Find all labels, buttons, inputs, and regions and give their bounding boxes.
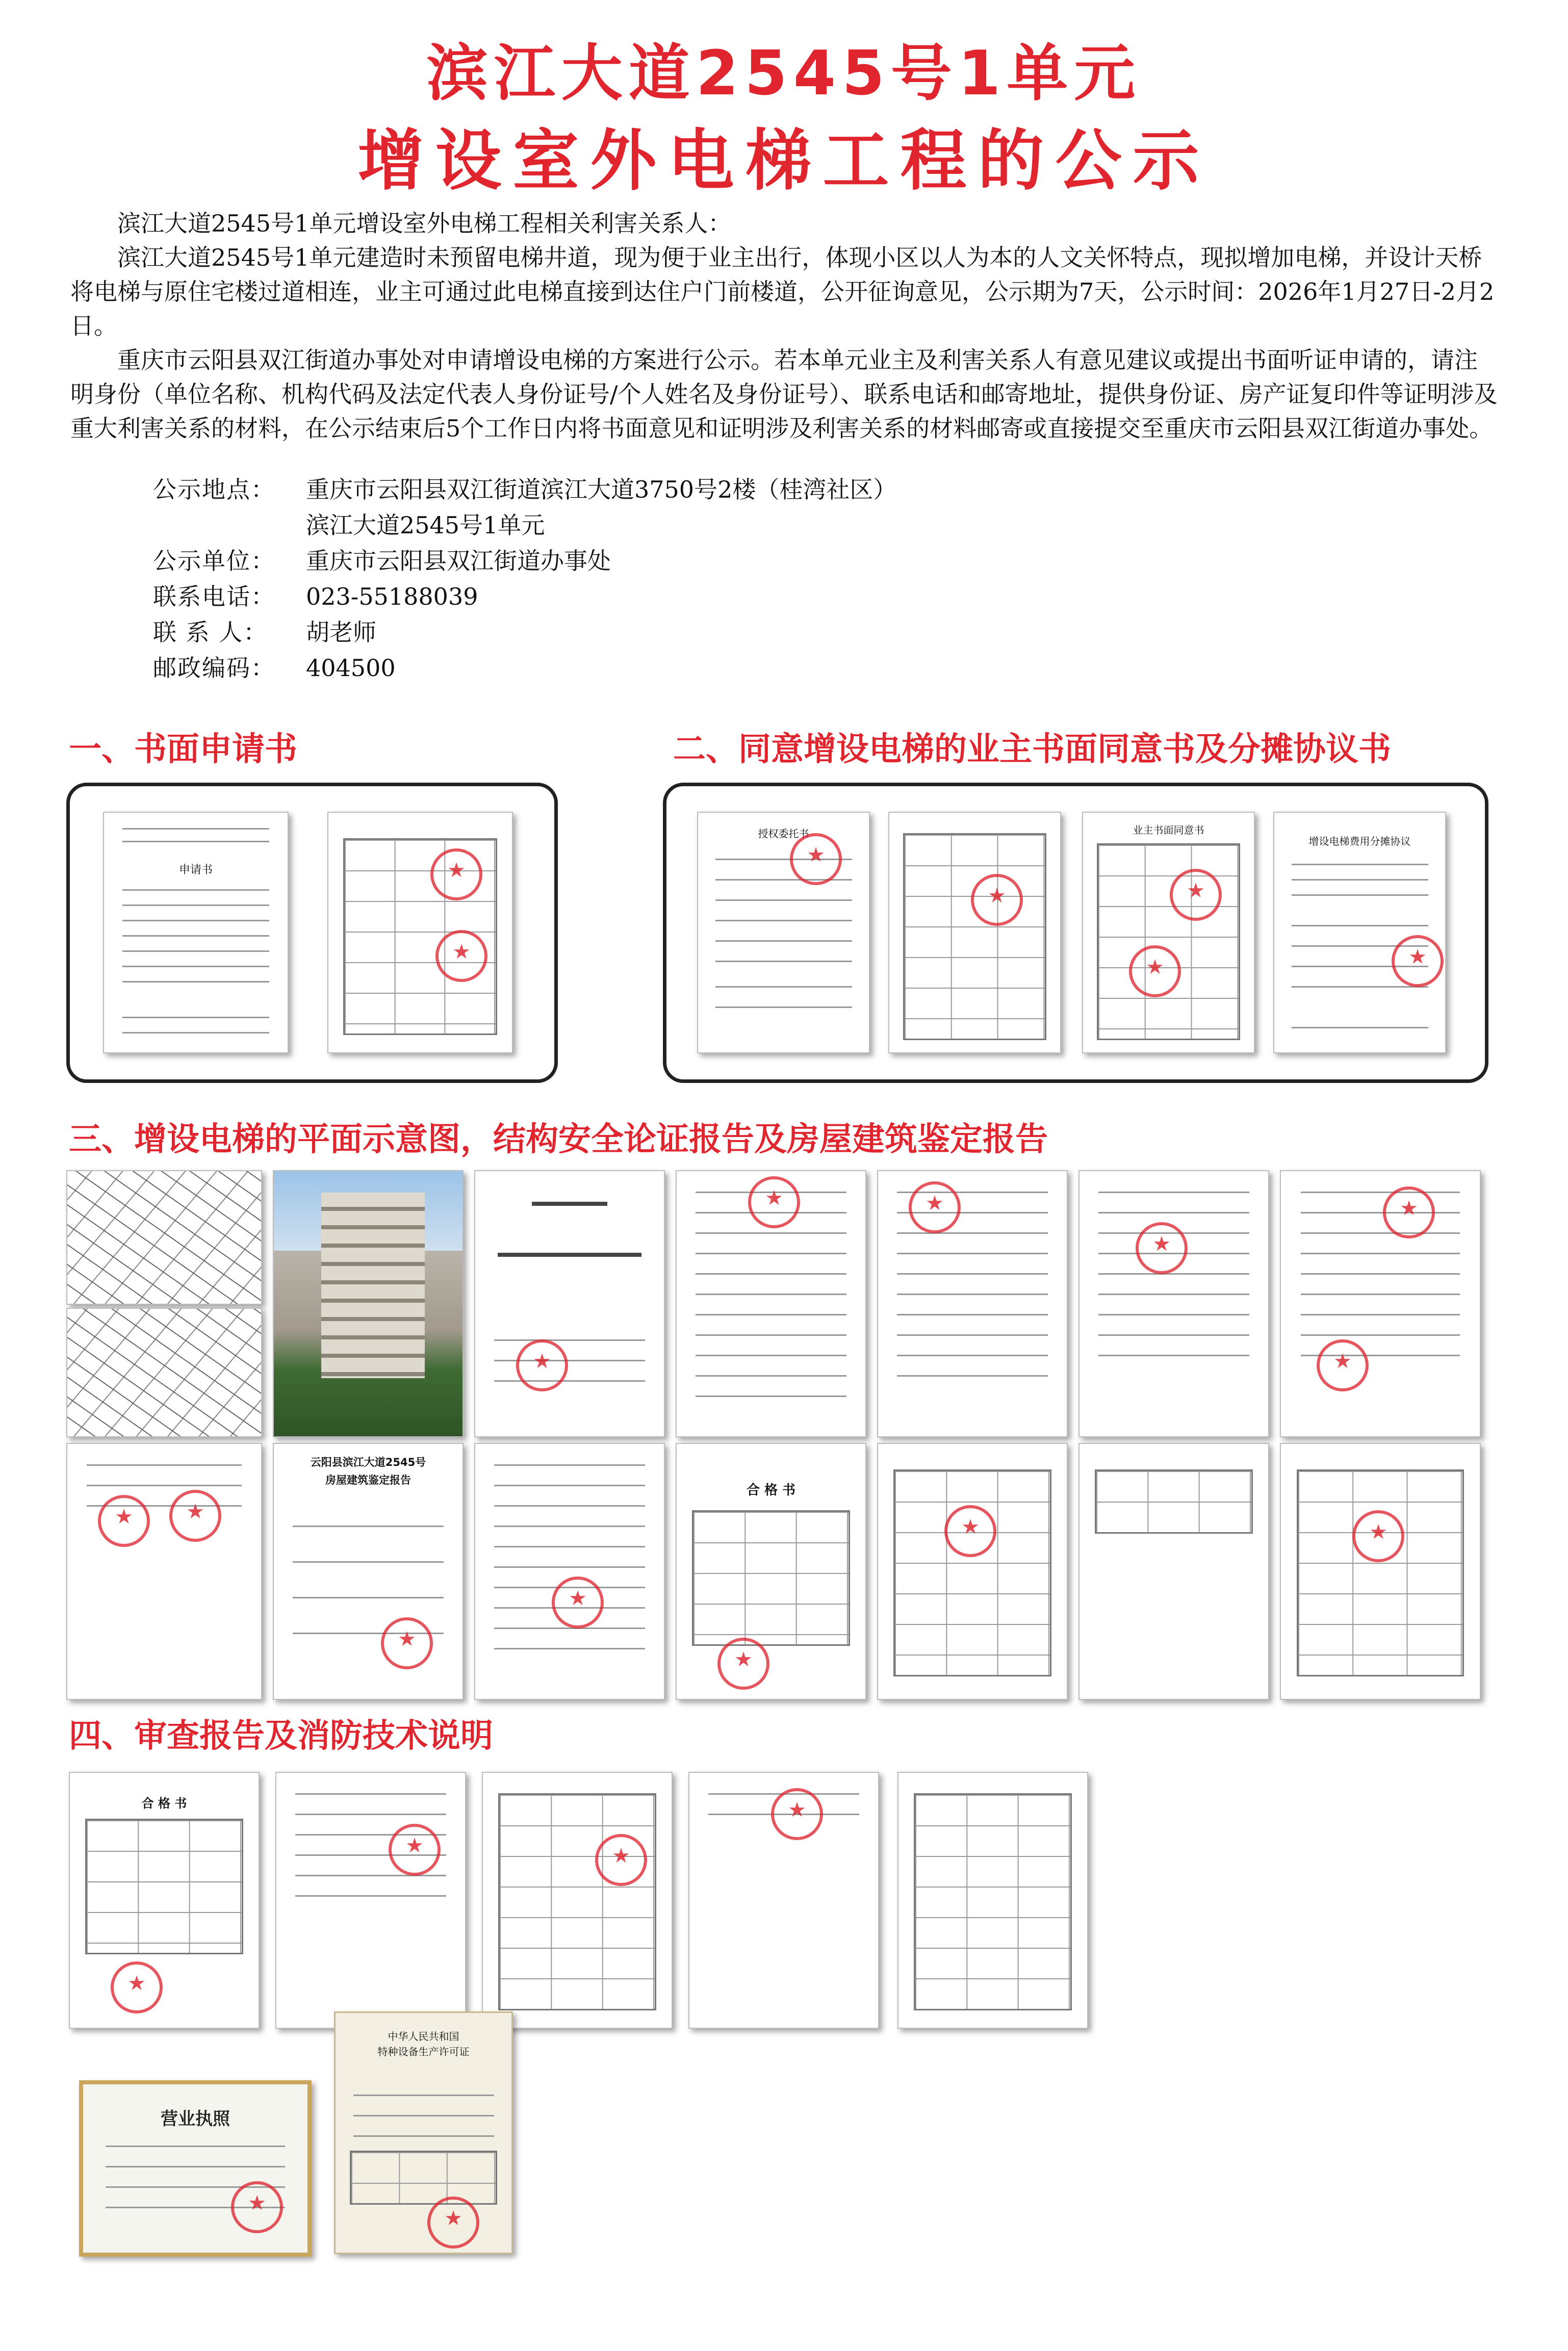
notice-paragraph-2: 重庆市云阳县双江街道办事处对申请增设电梯的方案进行公示。若本单元业主及利害关系人有意见建议或提出书面听证申请的，请注明身份（单位名称、机构代码及法定代表人身份证号/个人姓名及身份证号）、联系电话和邮寄地址，提供身份证、房产证复印件等证明涉及重大利害关系的材料，在公示结束后5个工作日内将书面意见和证明涉及利害关系的材料邮寄或直接提交至重庆市云阳县双江街道办事处。: [70, 346, 1498, 442]
notice-greeting: 滨江大道2545号1单元增设室外电梯工程相关利害关系人：: [117, 210, 732, 237]
contact-unit-row: [153, 543, 896, 579]
red-seal-icon: [111, 1961, 163, 2013]
review-form-1: [877, 1443, 1068, 1700]
notice-paragraph-1: 滨江大道2545号1单元建造时未预留电梯井道，现为便于业主出行，体现小区以人为本的人文关怀特点，现拟增加电梯，并设计天桥将电梯与原住宅楼过道相连，业主可通过此电梯直接到达住户门前楼道，公开征询意见，公示期为7天，公示时间：2026年1月27日-2月2日。: [70, 244, 1495, 340]
cost-sharing-doc-title: 增设电梯费用分摊协议: [1308, 835, 1411, 847]
structural-report-page-2: [877, 1170, 1068, 1437]
page-title-line1: 滨江大道2545号1单元: [426, 38, 1142, 109]
special-equipment-permit: [334, 2011, 513, 2254]
certificate-title: 合 格 书: [746, 1483, 796, 1498]
red-seal-icon: [717, 1638, 769, 1690]
section-1-heading: 一、书面申请书: [69, 731, 297, 768]
red-seal-icon: [1317, 1339, 1369, 1391]
contact-location-row-2: [153, 507, 896, 543]
location-value-2: 滨江大道2545号1单元: [306, 511, 545, 539]
review-opinion-3: [688, 1772, 879, 2029]
red-seal-icon: [771, 1788, 823, 1840]
permit-title: 特种设备生产许可证: [377, 2046, 470, 2058]
red-seal-icon: [1392, 935, 1444, 987]
business-license-title: 营业执照: [161, 2109, 230, 2129]
person-label: 联 系 人：: [153, 618, 268, 646]
building-photo: [273, 1170, 464, 1437]
qualification-certificate: [676, 1443, 866, 1700]
location-label: 公示地点：: [153, 476, 275, 503]
red-seal-icon: [1136, 1222, 1188, 1274]
applicant-list-document: [327, 812, 513, 1053]
review-form-3: [1280, 1443, 1481, 1700]
review-certificate: [69, 1772, 260, 2029]
red-seal-icon: [552, 1577, 604, 1629]
application-document: [103, 812, 289, 1053]
postcode-value: 404500: [306, 654, 396, 682]
unit-value: 重庆市云阳县双江街道办事处: [306, 547, 611, 575]
notice-body: [70, 206, 1498, 446]
page-title-line2: 增设室外电梯工程的公示: [357, 122, 1211, 199]
structural-report-page-4: [1280, 1170, 1481, 1437]
application-doc-title: 申请书: [178, 864, 213, 876]
red-seal-icon: [389, 1824, 441, 1876]
structural-report-page-1: [676, 1170, 866, 1437]
red-seal-icon: [98, 1495, 150, 1547]
red-seal-icon: [231, 2181, 283, 2233]
red-seal-icon: [971, 874, 1023, 926]
contact-location-row: [153, 472, 896, 507]
section-2-box: [663, 783, 1488, 1083]
red-seal-icon: [1352, 1510, 1404, 1562]
section-2-heading: 二、同意增设电梯的业主书面同意书及分摊协议书: [673, 731, 1391, 768]
appraisal-report-title: 云阳县滨江大道2545号: [310, 1456, 426, 1468]
fire-protection-form: [897, 1772, 1088, 2029]
floor-plan-drawing: [66, 1308, 262, 1437]
red-seal-icon: [1170, 869, 1222, 921]
permit-country: 中华人民共和国: [388, 2030, 459, 2043]
location-value-1: 重庆市云阳县双江街道滨江大道3750号2楼（桂湾社区）: [306, 476, 897, 503]
section-1-box: [66, 783, 558, 1083]
contact-block: [153, 472, 896, 686]
appraisal-report-page: [474, 1443, 665, 1700]
consent-doc-title: 业主书面同意书: [1133, 824, 1204, 836]
red-seal-icon: [427, 2197, 479, 2249]
red-seal-icon: [430, 848, 482, 900]
review-opinion-1: [275, 1772, 466, 2029]
red-seal-icon: [944, 1505, 996, 1557]
red-seal-icon: [169, 1490, 221, 1542]
postcode-label: 邮政编码：: [153, 654, 275, 682]
red-seal-icon: [909, 1181, 961, 1233]
red-seal-icon: [1129, 945, 1181, 997]
red-seal-icon: [595, 1834, 647, 1886]
review-form-2: [1078, 1443, 1269, 1700]
appraisal-report-subtitle: 房屋建筑鉴定报告: [325, 1474, 411, 1486]
review-certificate-title: 合 格 书: [141, 1796, 187, 1811]
red-seal-icon: [516, 1339, 568, 1391]
structural-report-cover: [474, 1170, 665, 1437]
structural-report-signoff: [66, 1443, 262, 1700]
structural-report-page-3: [1078, 1170, 1269, 1437]
red-seal-icon: [1383, 1186, 1435, 1238]
contact-postcode-row: [153, 650, 896, 686]
site-plan-drawing: [66, 1170, 262, 1305]
owner-list-document: [888, 812, 1061, 1053]
section-4-heading: 四、审查报告及消防技术说明: [69, 1717, 493, 1755]
review-opinion-2: [482, 1772, 673, 2029]
contact-person-row: [153, 614, 896, 650]
red-seal-icon: [381, 1617, 433, 1669]
red-seal-icon: [748, 1176, 800, 1228]
business-license: [79, 2080, 312, 2257]
cost-sharing-document: [1273, 812, 1446, 1053]
appraisal-report-cover: [273, 1443, 464, 1700]
red-seal-icon: [435, 930, 487, 982]
consent-document: [1082, 812, 1255, 1053]
red-seal-icon: [790, 833, 842, 885]
phone-value: 023-55188039: [306, 583, 478, 610]
authorization-document: [697, 812, 870, 1053]
authorization-doc-title: 授权委托书: [758, 828, 809, 840]
section-3-heading: 三、增设电梯的平面示意图，结构安全论证报告及房屋建筑鉴定报告: [69, 1121, 1048, 1158]
phone-label: 联系电话：: [153, 583, 275, 610]
contact-phone-row: [153, 579, 896, 614]
person-value: 胡老师: [306, 618, 376, 646]
unit-label: 公示单位：: [153, 547, 275, 575]
